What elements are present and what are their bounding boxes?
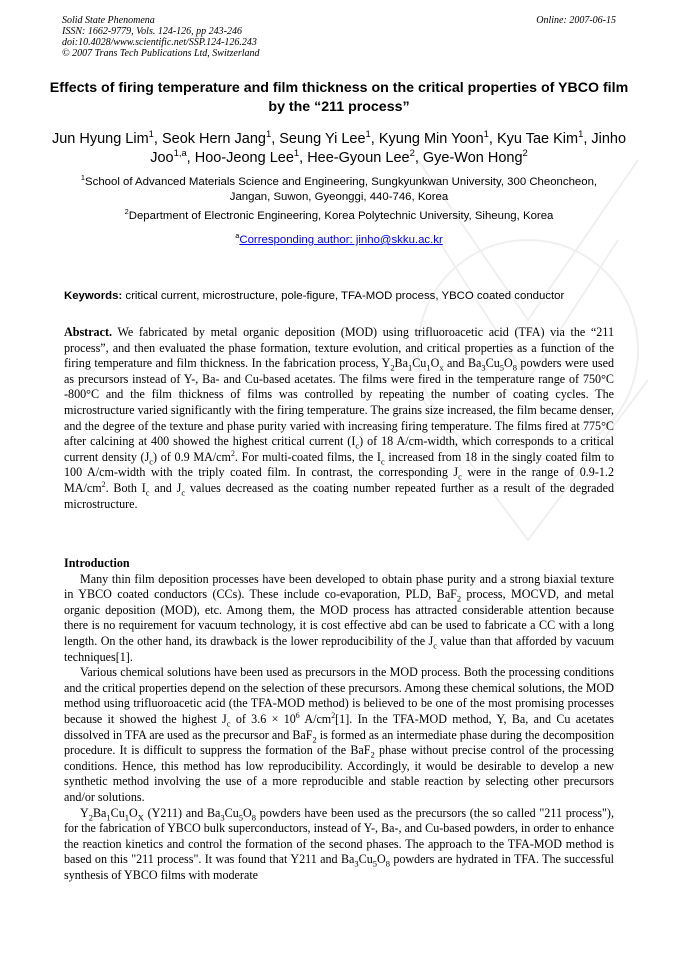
abstract-text-run: Cu	[485, 356, 500, 371]
affiliation-marker: 1	[80, 173, 86, 183]
paragraph-text-run: Cu	[110, 805, 125, 820]
paragraph-text-run: Cu	[224, 805, 239, 820]
author-affiliation-marker: 1,a	[173, 147, 187, 159]
author-name: Seok Hern Jang	[161, 131, 266, 147]
affiliation-text: Department of Electronic Engineering, Korea Polytechnic University, Siheung, Korea	[128, 210, 554, 222]
section-heading: Introduction	[64, 556, 130, 570]
abstract-text-run: O	[430, 356, 440, 371]
abstract-text-run: O	[503, 356, 513, 371]
paragraph-text-run: value than that afforded by vacuum techniques[1].	[64, 633, 614, 664]
corresponding-email-link[interactable]: Corresponding author: jinho@skku.ac.kr	[239, 234, 443, 246]
abstract-text-run: and J	[149, 480, 182, 495]
online-date: Online: 2007-06-15	[536, 15, 616, 26]
abstract-text-run: We fabricated by metal organic deposition (MOD) using trifluoroacetic acid (TFA) via the “211 process”, and then evaluated the phase formation, texture evolution, and critical properties as a function of the firing temperature and film thickness. In the fabrication process, Y	[64, 325, 614, 371]
paragraph-text-run: powders are hydrated in TFA. The successful synthesis of YBCO films with moderate	[64, 852, 614, 882]
author-name: Kyung Min Yoon	[378, 131, 484, 147]
subscript: 2	[456, 593, 462, 604]
subscript: 8	[251, 811, 256, 822]
subscript: 1	[124, 811, 129, 822]
author-name: Gye-Won Hong	[422, 150, 523, 166]
abstract	[64, 325, 614, 512]
subscript: 2	[390, 362, 395, 373]
paragraph-text-run: powders have been used as the precursors (the so called "211 process"), for the fabrication of YBCO bulk superconductors, instead of Y-, Ba-, and Cu-based powders, in order to enhance the reaction kinetics and control the formation of the second phases. The approach to the TFA-MOD method is based on this "211 process". It was found that Y211 and Ba	[64, 805, 614, 867]
subscript: c	[458, 471, 462, 482]
subscript: 2	[370, 749, 375, 760]
subscript: x	[439, 362, 444, 373]
superscript: 2	[230, 448, 235, 458]
author-name: Hoo-Jeong Lee	[194, 150, 294, 166]
subscript: c	[433, 640, 438, 651]
doi-line: doi:10.4028/www.scientific.net/SSP.124-126.243	[62, 37, 257, 48]
author-affiliation-marker: 1	[483, 128, 489, 140]
paragraph-text-run: of 3.6 × 10	[230, 711, 296, 726]
superscript: 2	[101, 479, 106, 489]
subscript: c	[380, 456, 385, 467]
abstract-text-run: Cu	[412, 356, 427, 371]
introduction-section	[64, 556, 614, 883]
paragraph	[64, 572, 614, 666]
subscript: c	[181, 487, 186, 498]
author-affiliation-marker: 1	[265, 128, 272, 140]
paragraph-text-run: [1]. In the TFA-MOD method, Y, Ba, and Cu acetates dissolved in TFA are used as the precursor and BaF	[64, 711, 614, 742]
paragraph-text-run: Y	[80, 805, 89, 820]
abstract-text-run: . Both I	[105, 480, 146, 495]
corresponding-marker: a	[235, 231, 240, 241]
paragraph-text-run: O	[376, 852, 386, 867]
paragraph-text-run: A/cm	[299, 711, 332, 726]
author-affiliation-marker: 1	[578, 128, 584, 140]
author-name: Kyu Tae Kim	[496, 131, 579, 147]
abstract-text-run: and Ba	[443, 356, 482, 371]
abstract-text-run: ) of 0.9 MA/cm	[153, 449, 231, 464]
affiliation-text: School of Advanced Materials Science and Engineering, Sungkyunkwan University, 300 Cheoncheon, Jangan, Suwon, Gyeonggi, 440-746, Korea	[85, 176, 598, 203]
author-name: Jinho Joo	[150, 131, 627, 166]
subscript: 1	[106, 811, 111, 822]
abstract-text-run: ) of 18 A/cm-width, which corresponds to a critical current density (J	[64, 434, 614, 464]
journal-header	[62, 15, 260, 59]
subscript: 1	[426, 362, 431, 373]
affiliation-2	[60, 209, 618, 224]
subscript: 2	[88, 811, 93, 822]
author-name: Seung Yi Lee	[279, 131, 366, 147]
subscript: 1	[407, 362, 413, 373]
subscript: 3	[354, 858, 359, 869]
author-name: Jun Hyung Lim	[51, 131, 149, 147]
subscript: c	[226, 718, 231, 729]
author-affiliation-marker: 1	[293, 147, 300, 159]
abstract-text-run: increased from 18 in the singly coated film to 100 A/cm-width with the triply coated film. In contrast, the corresponding J	[64, 449, 615, 480]
author-affiliation-marker: 1	[148, 128, 154, 140]
paragraph	[64, 806, 614, 884]
subscript: c	[355, 440, 360, 451]
subscript: 3	[481, 362, 486, 373]
affiliation-1	[60, 175, 618, 205]
subscript: 5	[499, 362, 504, 373]
author-list: Jun Hyung Lim$^1$, Seok Hern Jang$^1$, Seung Yi Lee$^1$, Kyung Min Yoon$^1$, Kyu Tae Kim$^1$, Jinho Joo$^{1,a}$, Hoo-Jeong Lee$^1$, Hee-Gyoun Lee$^2$, Gye-Won Hong$^2$	[51, 128, 627, 166]
affiliation-marker: 2	[124, 207, 129, 217]
paragraph-text-run: Ba	[92, 805, 107, 820]
paragraph-text-run: Many thin film deposition processes have been developed to obtain phase purity and a strong biaxial texture in YBCO coated conductors (CCs). These include co-evaporation, PLD, BaF	[64, 571, 614, 602]
issn-line: ISSN: 1662-9779, Vols. 124-126, pp 243-246	[62, 26, 242, 37]
corresponding-author	[60, 233, 618, 248]
paragraph-text-run: Various chemical solutions have been used as precursors in the MOD process. Both the processing conditions and the critical properties depend on the selection of these precursors. Among these chemical solutions, the MOD method using trifluoroacetic acid (the TFA-MOD method) is believed to be one of the most promising processes because it showed the highest J	[64, 665, 614, 726]
introduction-body	[64, 572, 614, 884]
subscript: X	[137, 811, 144, 822]
subscript: 8	[385, 858, 390, 869]
paper-title: Effects of firing temperature and film thickness on the critical properties of YBCO film by the “211 process”	[49, 80, 629, 115]
abstract-text	[64, 325, 614, 511]
author-affiliation-marker: 2	[409, 147, 415, 159]
subscript: c	[145, 487, 150, 498]
abstract-text-run: Ba	[394, 356, 408, 371]
abstract-text-run: powders were used as precursors instead of Y-, Ba- and Cu-based acetates. The films were fired in the temperature range of 750°C -800°C and the film thickness of films was controlled by repeating the number of coating cycles. The microstructure varied significantly with the firing temperature. The grains size increased, the film became denser, and the degree of the texture and phase purity varied with increasing firing temperature. The films fired at 775°C after calcining at 400	[64, 356, 615, 449]
keywords-text: critical current, microstructure, pole-figure, TFA-MOD process, YBCO coated conductor	[125, 290, 565, 302]
paragraph-text-run: Cu	[358, 852, 373, 867]
abstract-text-run: were in the range of 0.9-1.2 MA/cm	[64, 465, 615, 495]
paragraph-text-run: (Y211) and Ba	[143, 805, 221, 820]
subscript: c	[149, 456, 154, 467]
author-affiliation-marker: 2	[522, 147, 528, 159]
author-affiliation-marker: 1	[365, 128, 371, 140]
abstract-text-run: . For multi-coated films, the I	[234, 449, 381, 464]
paragraph-text-run: process, MOCVD, and metal organic deposition (MOD), etc. Among them, the MOD process has attracted considerable attention because there is no requirement for vacuum technology, it is cost effective abd can be used to fabricate a CC with a long length. On the other hand, its drawback is the lower reproducibility of the J	[64, 587, 614, 648]
paragraph-text-run: is formed as an intermediate phase during the decomposition procedure. It is difficult to suppress the formation of the BaF	[64, 727, 614, 758]
subscript: 3	[220, 811, 225, 822]
subscript: 2	[312, 733, 317, 744]
subscript: 5	[238, 811, 243, 822]
abstract-text-run: showed the highest critical current (I	[169, 434, 356, 449]
paragraph-text-run: phase without precise control of the processing conditions. Hence, this method has low reproducibility. Accordingly, it would be desirable to develop a new synthetic method involving the use of a more reproducible and stable reaction by selecting other precursors and/or solutions.	[64, 743, 614, 804]
abstract-label: Abstract.	[64, 325, 113, 339]
copyright-line: © 2007 Trans Tech Publications Ltd, Switzerland	[62, 48, 260, 59]
author-name: Hee-Gyoun Lee	[307, 150, 410, 166]
subscript: 8	[512, 362, 517, 373]
keywords-label: Keywords:	[64, 290, 123, 302]
paragraph	[64, 665, 614, 805]
journal-name: Solid State Phenomena	[62, 15, 155, 26]
superscript: 2	[331, 710, 336, 720]
superscript: 6	[295, 710, 300, 720]
paragraph-text-run: O	[129, 805, 138, 820]
keywords	[64, 289, 624, 304]
paragraph-text-run: O	[243, 805, 252, 820]
abstract-text-run: values decreased as the coating number repeated further as a result of the degraded microstructure.	[64, 480, 614, 511]
subscript: 5	[372, 858, 377, 869]
